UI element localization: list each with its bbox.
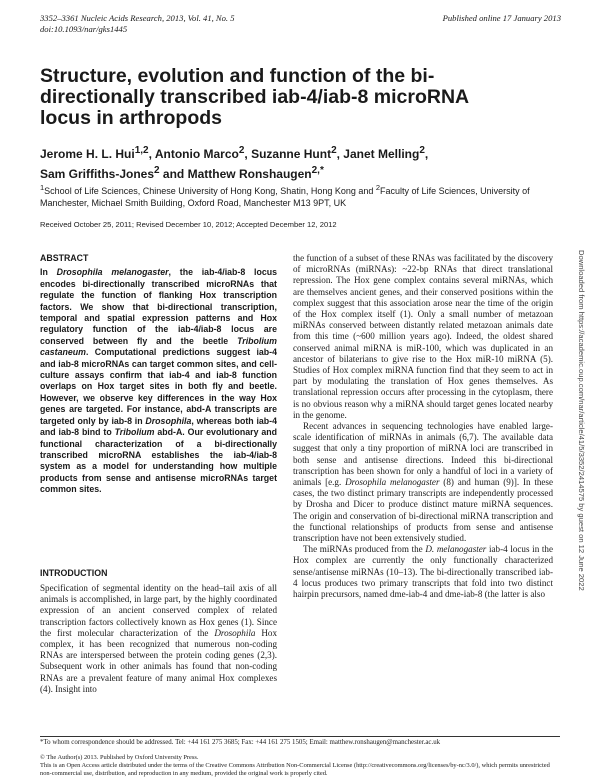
correspondence-footnote: *To whom correspondence should be addressed. Tel: +44 161 275 3685; Fax: +44 161 275 1505; Email: matthew.ronshaugen@manchester.ac.uk [40,739,441,746]
abstract-heading: ABSTRACT [40,253,89,263]
author[interactable]: Janet Melling$^2$ [343,145,425,161]
copyright-notice: © The Author(s) 2013. Published by Oxford University Press. This is an Open Access article distributed under the terms of the Creative Commons Attribution Non-Commercial License (http://creativecommons.org/licenses/by-nc/3.0/), which permits unrestricted non-commercial use, distribution, and reproduction in any medium, provided the original work is properly cited. [40,754,550,777]
publication-date: Published online 17 January 2013 [442,13,561,23]
author[interactable]: Jerome H. L. Hui$^{1,2}$ [40,145,149,161]
received-dates: Received October 25, 2011; Revised December 10, 2012; Accepted December 12, 2012 [40,220,337,229]
author[interactable]: Matthew Ronshaugen$^{2,*}$ [187,164,324,181]
paragraph: Recent advances in sequencing technologies have enabled large-scale identification of miRNAs in animals (6,7). The available data suggest that only a tiny proportion of miRNA loci are transcribed in both sense and antisense directions. Indeed this bi-directional transcription has been shown for only a handful of loci in a variety of animals [e.g. Drosophila melanogaster (8) and human (9)]. In these cases, the two distinct primary transcripts are independently processed by Drosha and Dicer to produce distinct mature miRNA sequences. The origin and conservation of bi-directional miRNA transcription and the functional relationships of products from sense and antisense transcription have not been extensively studied. [293,421,554,544]
author[interactable]: Antonio Marco$^2$ [154,145,245,161]
article-title: Structure, evolution and function of the bi-directionally transcribed iab-4/iab-8 microRNA locus in arthropods [40,65,469,129]
affiliations: $^1$School of Life Sciences, Chinese University of Hong Kong, Shatin, Hong Kong and $^2$Faculty of Life Sciences, University of Manchester, Michael Smith Building, Oxford Road, Manchester M13 9PT, UK [40,183,530,208]
running-header [40,13,235,35]
author[interactable]: Sam Griffiths-Jones$^2$ [40,164,160,181]
author[interactable]: Suzanne Hunt$^2$ [251,145,337,161]
introduction-body: Specification of segmental identity on the head–tail axis of all animals is accomplished, in large part, by the highly coordinated expression of an ancient conserved complex of related transcription factors collectively known as Hox genes (1). Since the first molecular characterization of the Drosophila Hox complex, it has been recognized that numerous non-coding RNAs are interspersed between the protein coding genes (2,3). Subsequent work in other animals has found that non-coding RNAs are a prevalent feature of many animal Hox complexes (4). Insight into [40,583,278,694]
download-watermark: Downloaded from https://academic.oup.com/nar/article/41/5/3352/2414575 by guest on 12 June 2022 [577,250,586,591]
abstract-body: In Drosophila melanogaster, the iab-4/iab-8 locus encodes bi-directionally transcribed microRNAs that regulate the function of flanking Hox transcription factors. We show that bi-directional transcription, temporal and spatial expression patterns and Hox regulatory function of the iab-4/iab-8 locus are conserved between fly and the beetle Tribolium castaneum. Computational predictions suggest iab-4 and iab-8 microRNAs can target common sites, and cell-culture assays confirm that iab-4 and iab-8 function overlaps on Hox target sites in both fly and beetle. However, we observe key differences in the way Hox genes are targeted. For instance, abd-A transcripts are targeted only by iab-8 in Drosophila, whereas both iab-4 and iab-8 bind to Tribolium abd-A. Our evolutionary and functional characterization of a bi-directionally transcribed microRNA establishes the iab-4/iab-8 system as a model for understanding how multiple products from sense and antisense microRNAs target common sites. [40,267,278,495]
right-column [293,253,553,600]
abstract [40,253,277,496]
paragraph: The miRNAs produced from the D. melanogaster iab-4 locus in the Hox complex are currently the only functionally characterized sense/antisense miRNAs (10–13). The bi-directionally transcribed iab-4 locus produces two primary transcripts that fold into two distinct hairpin precursors, named dme-iab-4 and dme-iab-8 (the latter is also [293,544,553,600]
footnote-divider [40,736,560,737]
introduction-heading: INTRODUCTION [40,568,108,578]
journal-citation: 3352–3361 Nucleic Acids Research, 2013, Vol. 41, No. 5 [40,13,235,23]
doi: doi:10.1093/nar/gks1445 [40,24,128,34]
author-list: Jerome H. L. Hui$^{1,2}$, Antonio Marco$^2$, Suzanne Hunt$^2$, Janet Melling$^2$, Sam Griffiths-Jones$^2$ and Matthew Ronshaugen$^{2,*}$ [40,145,429,181]
paragraph: the function of a subset of these RNAs was facilitated by the discovery of microRNAs (miRNAs): ~22-bp RNAs that direct translational repression. The Hox gene complex contains several miRNAs, which are themselves ancient genes, and their conserved positions within the complex suggest that this association arose near the time of the origin of the Hox complex itself (1). Only a small number of metazoan miRNAs conserved between distantly related metazoan animals date from this time (~600 million years ago). Indeed, the oldest shared conserved animal miRNA is miR-100, which was duplicated in an ancestor of bilaterians to give rise to the Hox miR-10 miRNA (5). Studies of Hox complex miRNA function find that they seem to act in part by modulating the translation of Hox genes themselves. As translational repression occurs after processing in the cytoplasm, there is no obvious reason why a miRNA should target genes located nearby in the genome. [293,253,553,420]
